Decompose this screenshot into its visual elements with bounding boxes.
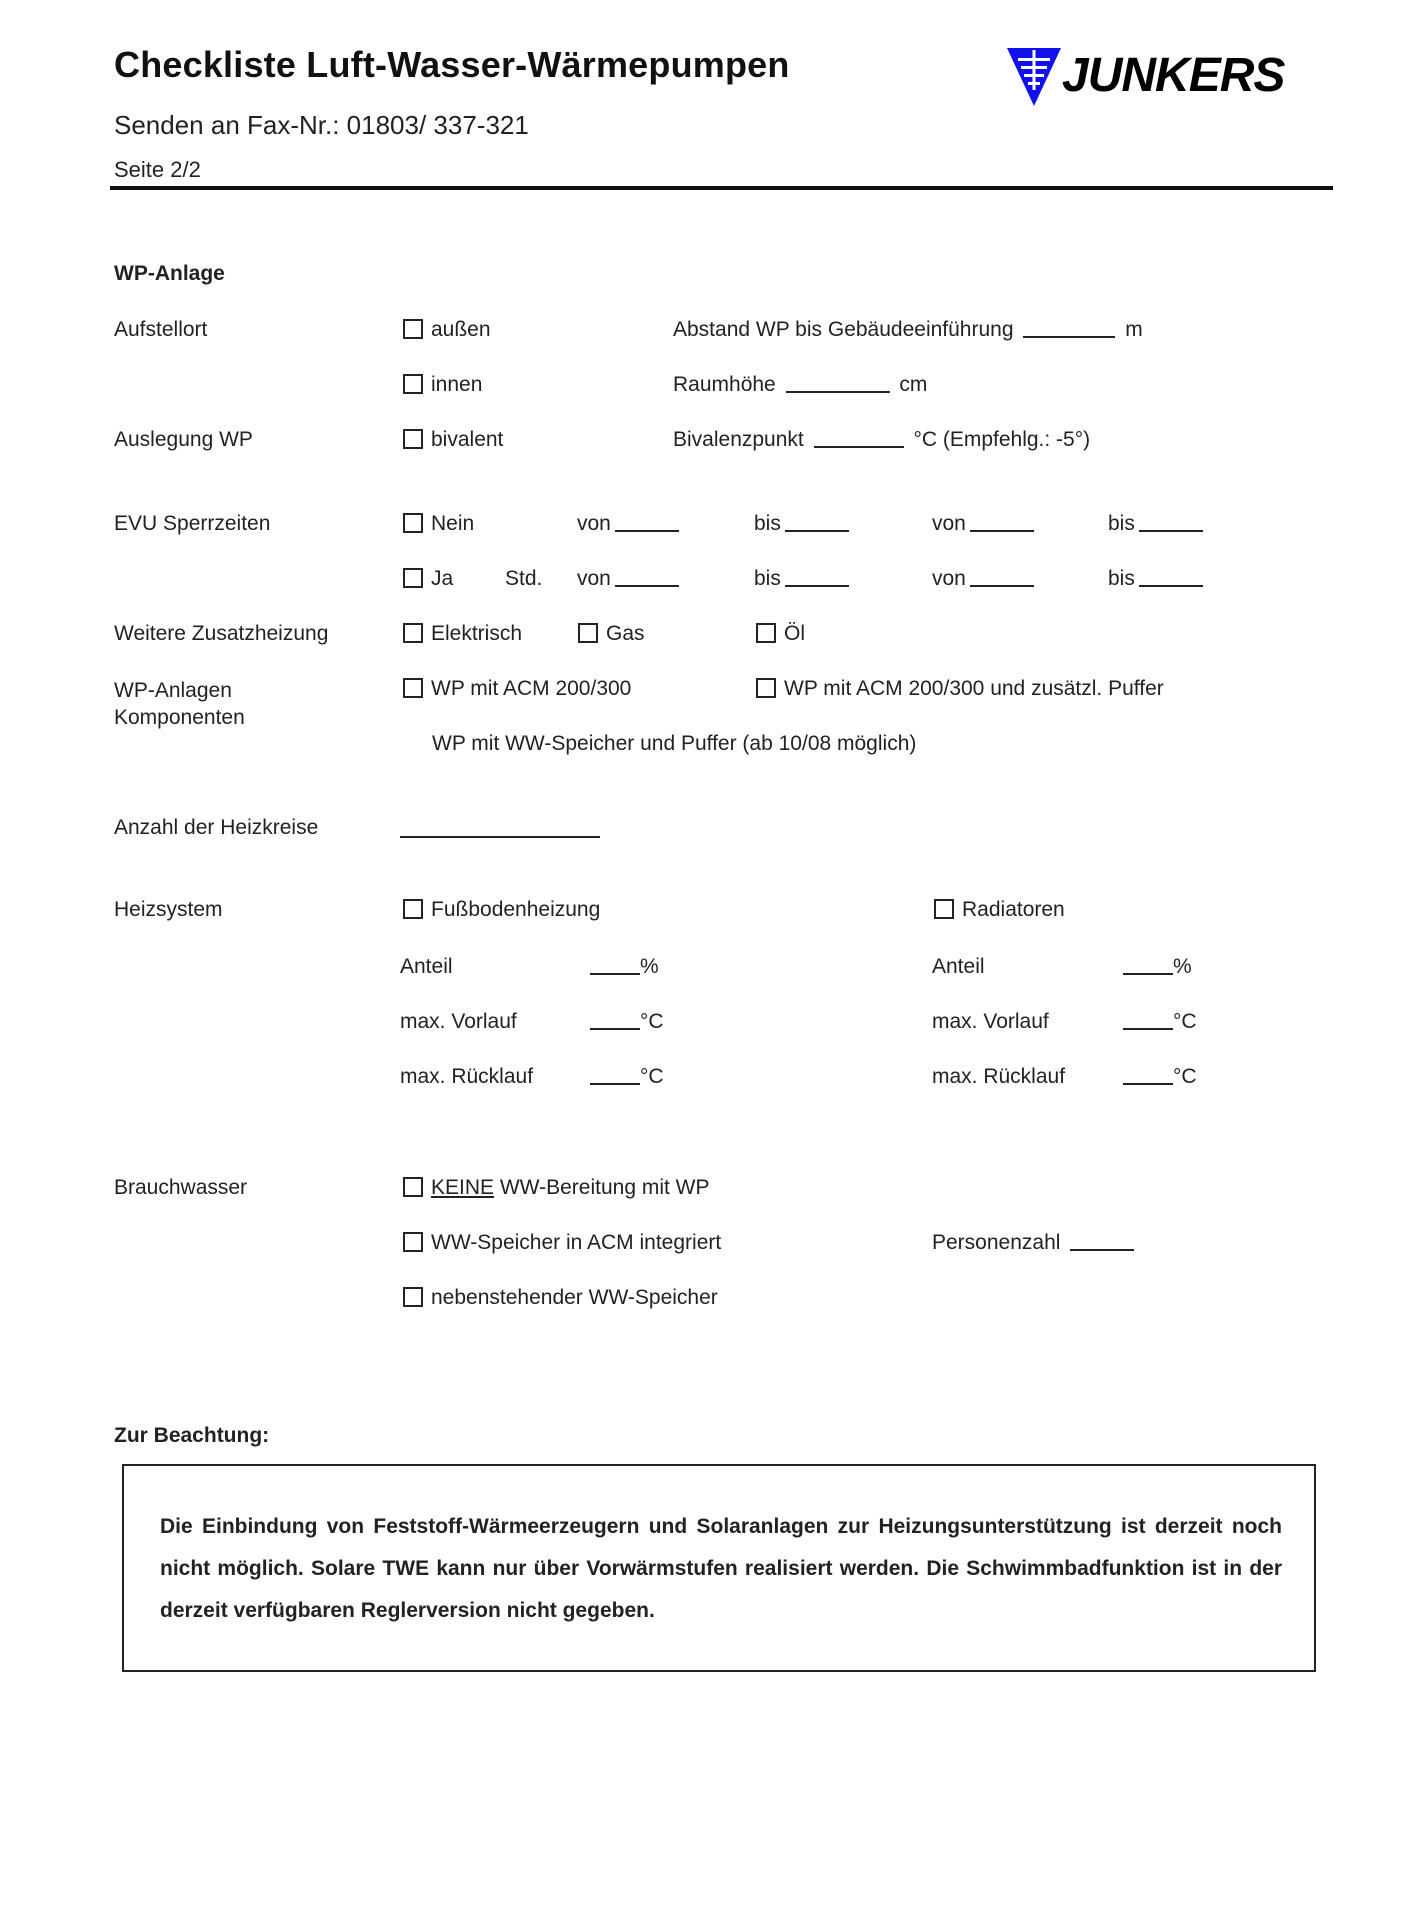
checkbox-aussen[interactable] (403, 319, 423, 339)
rad-vorlauf-field: °C (1123, 1010, 1197, 1034)
abstand-field: Abstand WP bis Gebäudeeinführung m (673, 318, 1143, 341)
option-radiatoren[interactable]: Radiatoren (934, 898, 1065, 922)
option-elektrisch[interactable]: Elektrisch (403, 622, 522, 646)
evu-nein-von2: von (932, 512, 1038, 536)
bivalenzpunkt-input[interactable] (814, 428, 904, 448)
evu-ja-von2: von (932, 567, 1038, 591)
section-title: WP-Anlage (114, 262, 225, 285)
evu-ja-bis1: bis (754, 567, 853, 591)
rad-anteil-input[interactable] (1123, 955, 1173, 975)
fb-anteil-label: Anteil (400, 955, 453, 978)
option-aussen[interactable]: außen (403, 318, 491, 342)
rad-vorlauf-input[interactable] (1123, 1010, 1173, 1030)
fb-anteil-field: % (590, 955, 659, 979)
checkbox-fussboden[interactable] (403, 899, 423, 919)
fb-vorlauf-input[interactable] (590, 1010, 640, 1030)
fb-vorlauf-field: °C (590, 1010, 664, 1034)
rad-anteil-field: % (1123, 955, 1192, 979)
evu-std-label: Std. (505, 567, 543, 590)
aufstellort-label: Aufstellort (114, 318, 208, 341)
evu-nein-bis2-input[interactable] (1139, 512, 1203, 532)
evu-nein-von1: von (577, 512, 683, 536)
checkbox-ww-nebenstehend[interactable] (403, 1287, 423, 1307)
option-gas[interactable]: Gas (578, 622, 645, 646)
checkbox-innen[interactable] (403, 374, 423, 394)
option-oel[interactable]: Öl (756, 622, 805, 646)
checkbox-evu-nein[interactable] (403, 513, 423, 533)
heizkreise-input[interactable] (400, 836, 600, 838)
evu-ja-bis1-input[interactable] (785, 567, 849, 587)
junkers-triangle-icon (1006, 46, 1062, 108)
checkbox-gas[interactable] (578, 623, 598, 643)
checkbox-evu-ja[interactable] (403, 568, 423, 588)
note-title: Zur Beachtung: (114, 1424, 270, 1447)
raumhoehe-field: Raumhöhe cm (673, 373, 928, 396)
evu-nein-von2-input[interactable] (970, 512, 1034, 532)
rad-vorlauf-label: max. Vorlauf (932, 1010, 1049, 1033)
evu-ja-bis2-input[interactable] (1139, 567, 1203, 587)
checkbox-elektrisch[interactable] (403, 623, 423, 643)
personenzahl-input[interactable] (1070, 1231, 1134, 1251)
brauchwasser-label: Brauchwasser (114, 1176, 248, 1199)
checkbox-bivalent[interactable] (403, 429, 423, 449)
page-number: Seite 2/2 (114, 157, 201, 182)
note-box (122, 1464, 1316, 1672)
option-evu-nein[interactable]: Nein (403, 512, 474, 536)
rad-ruecklauf-input[interactable] (1123, 1065, 1173, 1085)
page-title: Checkliste Luft-Wasser-Wärmepumpen (114, 44, 790, 85)
evu-ja-von1-input[interactable] (615, 567, 679, 587)
evu-ja-bis2: bis (1108, 567, 1207, 591)
checkbox-acm-puffer[interactable] (756, 678, 776, 698)
zusatzheizung-label: Weitere Zusatzheizung (114, 622, 329, 645)
komponenten-note: WP mit WW-Speicher und Puffer (ab 10/08 möglich) (432, 732, 917, 755)
note-text: Die Einbindung von Feststoff-Wärmeerzeugern und Solaranlagen zur Heizungsunterstützung ist derzeit noch nicht möglich. Solare TWE kann nur über Vorwärmstufen realisiert werden. Die Schwimmbadfunktion ist in der derzeit verfügbaren Reglerversion nicht gegeben. (160, 1515, 1282, 1622)
bivalenzpunkt-field: Bivalenzpunkt °C (Empfehlg.: -5°) (673, 428, 1091, 451)
heizsystem-label: Heizsystem (114, 898, 223, 921)
fb-ruecklauf-label: max. Rücklauf (400, 1065, 534, 1088)
rad-anteil-label: Anteil (932, 955, 985, 978)
checkbox-radiatoren[interactable] (934, 899, 954, 919)
evu-nein-bis1: bis (754, 512, 853, 536)
abstand-input[interactable] (1023, 318, 1115, 338)
fb-anteil-input[interactable] (590, 955, 640, 975)
header-divider (110, 186, 1333, 190)
option-ww-nebenstehend[interactable]: nebenstehender WW-Speicher (403, 1286, 718, 1310)
option-acm-puffer[interactable]: WP mit ACM 200/300 und zusätzl. Puffer (756, 677, 1164, 701)
personenzahl-field: Personenzahl (932, 1231, 1138, 1255)
evu-ja-von1: von (577, 567, 683, 591)
junkers-logo (1006, 46, 1291, 112)
evu-label: EVU Sperrzeiten (114, 512, 271, 535)
fb-ruecklauf-field: °C (590, 1065, 664, 1089)
option-innen[interactable]: innen (403, 373, 482, 397)
checkbox-keine-ww[interactable] (403, 1177, 423, 1197)
option-acm[interactable]: WP mit ACM 200/300 (403, 677, 631, 701)
checkbox-oel[interactable] (756, 623, 776, 643)
option-bivalent[interactable]: bivalent (403, 428, 503, 452)
heizkreise-label: Anzahl der Heizkreise (114, 816, 319, 839)
option-keine-ww[interactable]: KEINE WW-Bereitung mit WP (403, 1176, 710, 1200)
option-evu-ja[interactable]: Ja (403, 567, 453, 591)
option-fussboden[interactable]: Fußbodenheizung (403, 898, 600, 922)
auslegung-label: Auslegung WP (114, 428, 253, 451)
raumhoehe-input[interactable] (786, 373, 890, 393)
rad-ruecklauf-label: max. Rücklauf (932, 1065, 1066, 1088)
evu-ja-von2-input[interactable] (970, 567, 1034, 587)
evu-nein-bis2: bis (1108, 512, 1207, 536)
komponenten-label: WP-Anlagen Komponenten (114, 679, 245, 729)
checkbox-acm[interactable] (403, 678, 423, 698)
fax-number: Senden an Fax-Nr.: 01803/ 337-321 (114, 110, 529, 140)
checkbox-ww-acm[interactable] (403, 1232, 423, 1252)
evu-nein-von1-input[interactable] (615, 512, 679, 532)
fb-vorlauf-label: max. Vorlauf (400, 1010, 517, 1033)
logo-wordmark: JUNKERS (1062, 49, 1285, 102)
evu-nein-bis1-input[interactable] (785, 512, 849, 532)
fb-ruecklauf-input[interactable] (590, 1065, 640, 1085)
rad-ruecklauf-field: °C (1123, 1065, 1197, 1089)
option-ww-acm[interactable]: WW-Speicher in ACM integriert (403, 1231, 721, 1255)
